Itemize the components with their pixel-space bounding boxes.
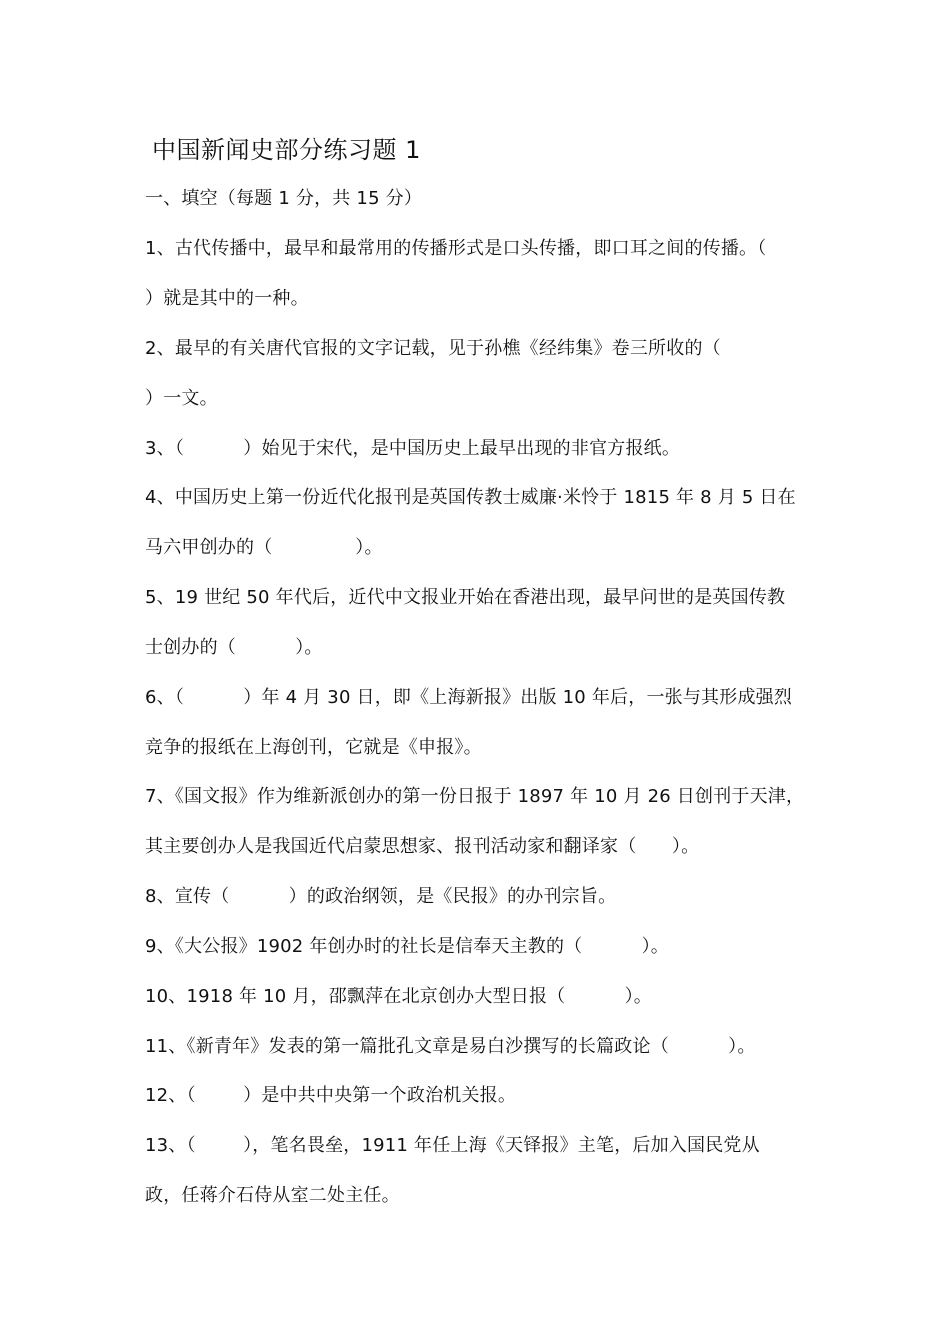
text-line: 4、中国历史上第一份近代化报刊是英国传教士威廉·米怜于 1815 年 8 月 5 日在 [145,487,796,508]
text-line: 马六甲创办的（ ）。 [145,537,383,558]
text-line: 7、《国文报》作为维新派创办的第一份日报于 1897 年 10 月 26 日创刊于天津， [145,786,805,807]
text-line: 13、（ ），笔名畏垒，1911 年任上海《天铎报》主笔，后加入国民党从 [145,1135,760,1156]
document-title: 中国新闻史部分练习题 1 [152,136,421,164]
text-line: ）就是其中的一种。 [145,288,309,309]
text-line: 5、19 世纪 50 年代后，近代中文报业开始在香港出现，最早问世的是英国传教 [145,587,786,608]
text-line: 6、（ ）年 4 月 30 日，即《上海新报》出版 10 年后，一张与其形成强烈 [145,687,793,708]
text-line: 士创办的（ ）。 [145,637,323,658]
text-line: 9、《大公报》1902 年创办时的社长是信奉天主教的（ ）。 [145,936,669,957]
text-line: 12、（ ）是中共中央第一个政治机关报。 [145,1085,517,1106]
text-line: 政，任蒋介石侍从室二处主任。 [145,1185,400,1206]
section-heading: 一、填空（每题 1 分，共 15 分） [145,188,423,209]
text-line: 11、《新青年》发表的第一篇批孔文章是易白沙撰写的长篇政论（ ）。 [145,1036,756,1057]
text-line: 8、宣传（ ）的政治纲领，是《民报》的办刊宗旨。 [145,886,617,907]
text-line: 2、最早的有关唐代官报的文字记载，见于孙樵《经纬集》卷三所收的（ [145,338,721,359]
text-line: 竞争的报纸在上海创刊，它就是《申报》。 [145,737,482,758]
text-line: 其主要创办人是我国近代启蒙思想家、报刊活动家和翻译家（ ）。 [145,836,700,857]
text-line: 10、1918 年 10 月，邵飘萍在北京创办大型日报（ ）。 [145,986,652,1007]
text-line: 1、古代传播中，最早和最常用的传播形式是口头传播，即口耳之间的传播。（ [145,238,767,259]
text-line: ）一文。 [145,388,218,409]
text-line: 3、（ ）始见于宋代，是中国历史上最早出现的非官方报纸。 [145,438,681,459]
